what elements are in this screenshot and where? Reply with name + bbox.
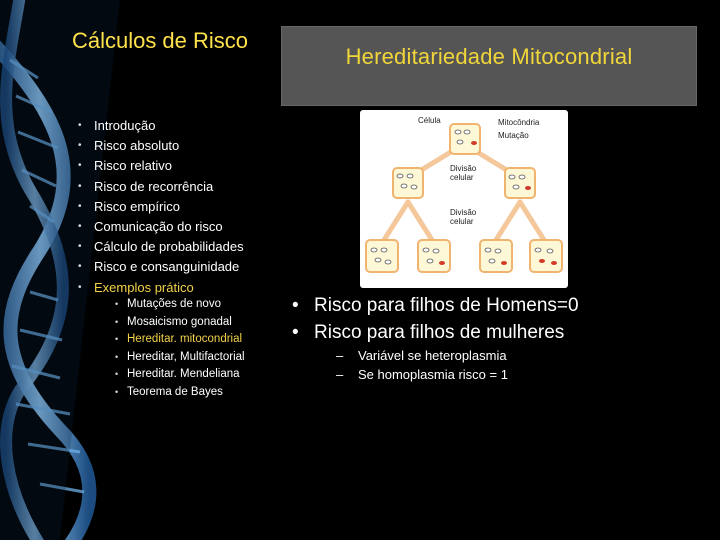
subtopic-label: Mosaicismo gonadal <box>127 315 232 328</box>
topic-item-exemplos[interactable] <box>78 278 244 298</box>
bullet-text: Risco para filhos de Homens=0 <box>314 295 579 316</box>
subtopic-item-mosaicismo[interactable] <box>115 314 245 332</box>
dash-icon: – <box>336 348 344 363</box>
topic-list <box>78 116 244 298</box>
label-mitochondria: Mitocôndria <box>498 118 540 127</box>
topic-item-risco-relativo[interactable] <box>78 156 244 176</box>
bullet-icon: • <box>115 334 119 345</box>
topic-item-consanguinidade[interactable] <box>78 257 244 277</box>
topic-item-risco-absoluto[interactable] <box>78 136 244 156</box>
topic-label: Introdução <box>94 118 156 133</box>
subtopic-label: Hereditar. Mendeliana <box>127 368 240 381</box>
mitochondrial-inheritance-diagram <box>360 110 568 288</box>
topic-label: Exemplos prático <box>94 279 194 295</box>
subbullet-homoplasmy <box>336 365 508 384</box>
topic-label: Risco e consanguinidade <box>94 259 240 275</box>
label-cell: Célula <box>418 116 441 125</box>
subbullet-text: Se homoplasmia risco = 1 <box>358 367 508 382</box>
subtopic-item-mutacoes[interactable] <box>115 296 245 314</box>
subtopic-item-multifactorial[interactable] <box>115 349 245 367</box>
risk-bullets <box>292 292 579 346</box>
bullet-text: Risco para filhos de mulheres <box>314 322 565 343</box>
subtopic-label: Hereditar. mitocondrial <box>127 333 243 346</box>
topic-label: Comunicação do risco <box>94 218 223 234</box>
bullet-icon: • <box>115 316 119 327</box>
subbullet-text: Variável se heteroplasmia <box>358 348 507 363</box>
header-box <box>281 26 697 106</box>
topic-item-introducao[interactable] <box>78 116 244 136</box>
subtopic-item-mitocondrial[interactable] <box>115 331 245 349</box>
subtopic-item-bayes[interactable] <box>115 384 245 402</box>
bullet-icon: • <box>78 180 82 192</box>
topic-item-risco-empirico[interactable] <box>78 197 244 217</box>
label-mutation: Mutação <box>498 131 529 140</box>
dash-icon: – <box>336 367 344 382</box>
sidebar-title: Cálculos de Risco <box>71 28 249 53</box>
topic-label: Cálculo de probabilidades <box>94 239 244 255</box>
bullet-icon: • <box>115 369 119 380</box>
subtopic-label: Mutações de novo <box>127 298 221 310</box>
topic-label: Risco relativo <box>94 158 173 174</box>
topic-label: Risco de recorrência <box>94 178 214 194</box>
bullet-icon: • <box>78 200 82 212</box>
bullet-icon: • <box>78 281 82 293</box>
bullet-icon: • <box>115 351 119 362</box>
bullet-men-risk <box>292 292 579 319</box>
bullet-icon: • <box>78 241 82 253</box>
label-division-1: Divisão celular <box>450 164 477 182</box>
topic-item-comunicacao[interactable] <box>78 217 244 237</box>
bullet-icon: • <box>78 220 82 232</box>
topic-label: Risco empírico <box>94 198 180 214</box>
subtopic-label: Teorema de Bayes <box>127 385 223 398</box>
bullet-icon: • <box>78 140 82 152</box>
bullet-icon: • <box>115 386 119 397</box>
topic-item-probabilidades[interactable] <box>78 237 244 257</box>
bullet-icon: • <box>78 160 82 172</box>
topic-item-risco-recorrencia[interactable] <box>78 177 244 197</box>
subtopic-label: Hereditar, Multifactorial <box>127 350 245 363</box>
subtopic-item-mendeliana[interactable] <box>115 366 245 384</box>
bullet-icon: • <box>78 261 82 273</box>
bullet-icon: • <box>292 295 299 316</box>
label-division-2: Divisão celular <box>450 208 477 226</box>
topic-label: Risco absoluto <box>94 138 180 154</box>
bullet-icon: • <box>292 322 299 343</box>
bullet-women-risk <box>292 319 579 346</box>
women-risk-subbullets <box>336 346 508 384</box>
subtopic-list <box>115 296 245 402</box>
bullet-icon: • <box>78 120 82 131</box>
subbullet-heteroplasmy <box>336 346 508 365</box>
bullet-icon: • <box>115 299 119 309</box>
slide-title: Hereditariedade Mitocondrial <box>345 44 633 69</box>
cell-division-illustration <box>360 110 568 288</box>
